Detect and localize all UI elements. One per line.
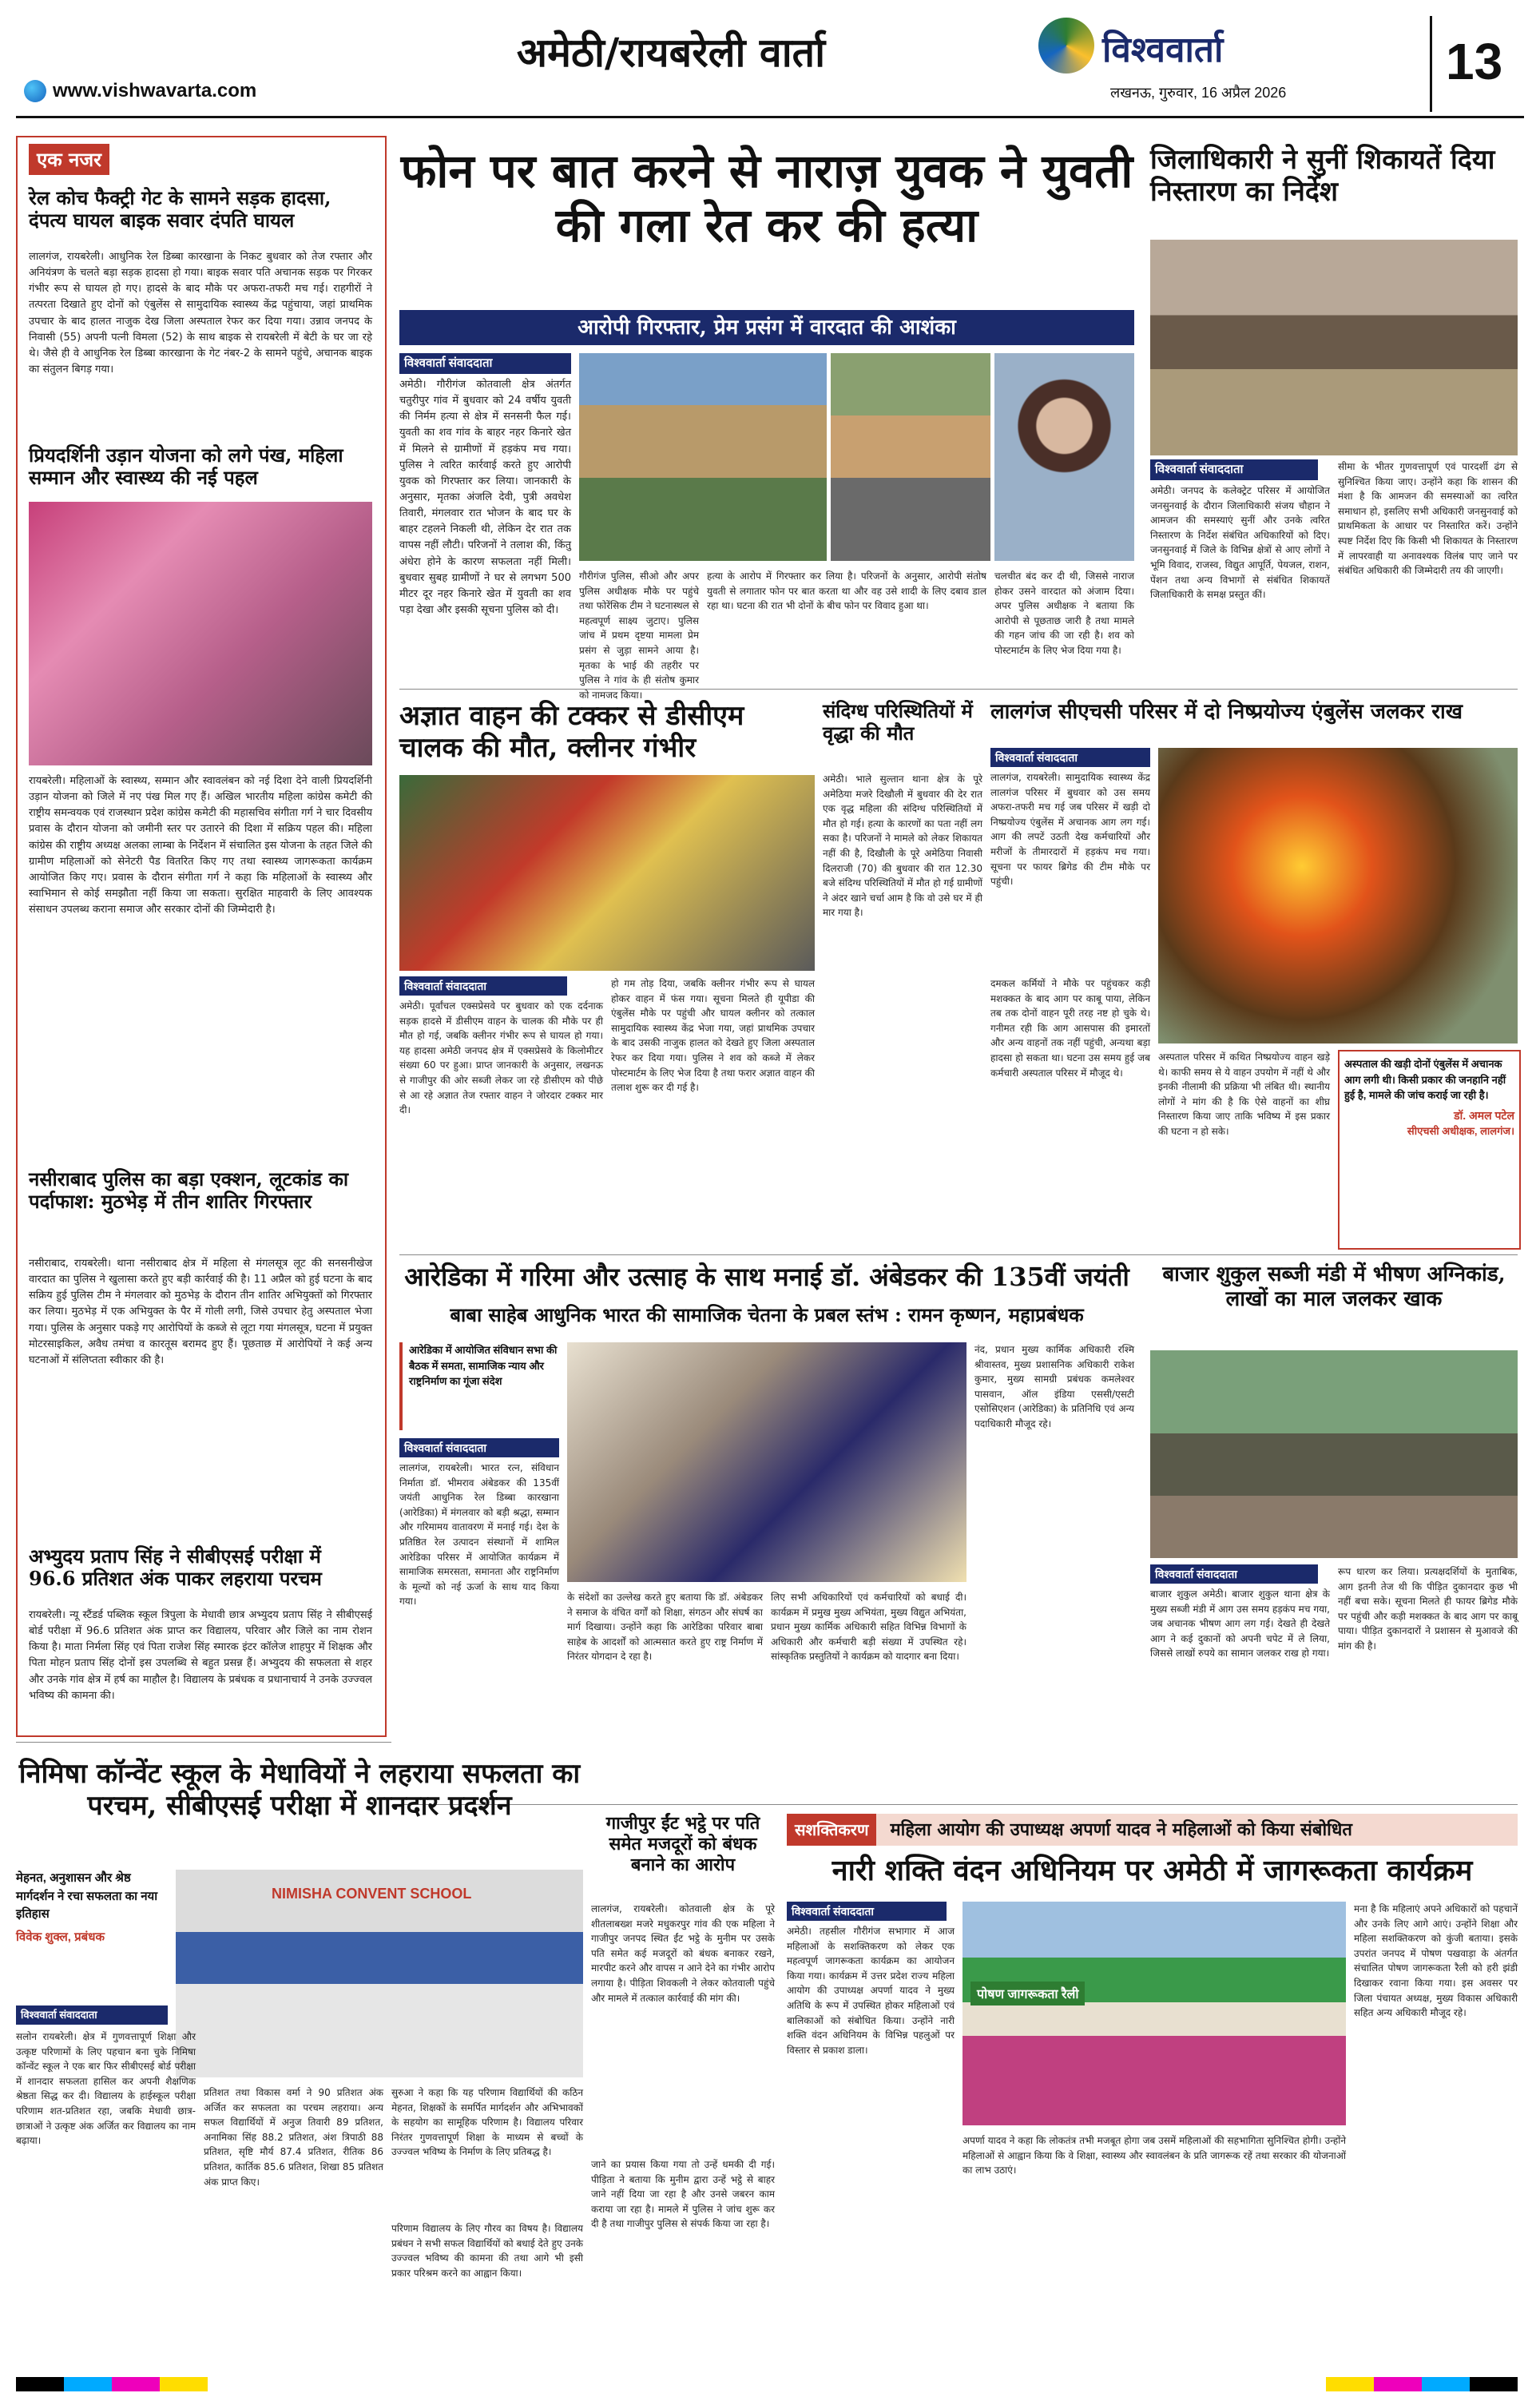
brick-col2: जाने का प्रयास किया गया तो उन्हें धमकी दी गई। पीड़िता ने बताया कि मुनीम द्वारा उन्हें भट्ठे से बाहर जाने नहीं दिया जा रहा है और उनसे जबरन काम कराया जा रहा है। मामले में पुलिस ने जांच शुरू कर दी है तथा गाजीपुर पुलिस से संपर्क किया जा रहा है।	[591, 2159, 775, 2230]
story2-body: रायबरेली। महिलाओं के स्वास्थ्य, सम्मान और स्वावलंबन को नई दिशा देने वाली प्रियदर्शिनी उड़ान योजना को जिले में नए पंख मिल गए हैं। अखिल भारतीय महिला कांग्रेस कमेटी की राष्ट्रीय समन्वयक एवं राजस्थान प्रदेश कांग्रेस कमेटी की महासचिव संगीता गर्ग ने चार दिवसीय प्रवास के दौरान योजना को जमीनी स्तर पर उतारने की दिशा में सक्रिय पहल की। महिला कांग्रेस की राष्ट्रीय अध्यक्ष अलका लाम्बा के निर्देशन में संचालित इस योजना के तहत जिले की ग्रामीण महिलाओं को सेनेटरी पैड वितरित किए गए तथा स्वास्थ्य जागरूकता कार्यक्रम आयोजित किए गए। प्रवास के दौरान संगीता गर्ग ने कहा कि महिलाओं के स्वास्थ्य और स्वाभिमान से कोई समझौता नहीं किया जा सकता। सुरक्षित माहवारी के लिए आवश्यक संसाधन उपलब्ध कराना समाज और सरकार दोनों की जिम्मेदारी है।	[29, 775, 372, 916]
nimisha-photo	[176, 1870, 583, 2077]
nari-col1: अमेठी। तहसील गौरीगंज सभागार में आज महिलाओं के सशक्तिकरण को लेकर एक महत्वपूर्ण जागरूकता कार्यक्रम का आयोजन किया गया। कार्यक्रम में उत्तर प्रदेश राज्य महिला आयोग की उपाध्यक्ष अपर्णा यादव ने मुख्य अतिथि के रूप में उपस्थित होकर महिलाओं एवं बालिकाओं को संबोधित किया। उन्होंने नारी शक्ति वंदन अधिनियम के विभिन्न पहलुओं पर विस्तार से प्रकाश डाला।	[787, 1926, 955, 2056]
dm-col2: सीमा के भीतर गुणवत्तापूर्ण एवं पारदर्शी ढंग से सुनिश्चित किया जाए। उन्होंने कहा कि शासन की मंशा है कि आमजन की समस्याओं का त्वरित समाधान हो, इसलिए सभी अधिकारी जनसुनवाई को प्राथमिकता के आधार पर निस्तारित करें। उन्होंने स्पष्ट निर्देश दिए कि किसी भी शिकायत के निस्तारण में लापरवाही या अनावश्यक विलंब पाए जाने पर संबंधित अधिकारी की जिम्मेदारी तय की जाएगी।	[1338, 461, 1518, 577]
nimisha-quote-box	[16, 1870, 168, 1998]
brick-col1: लालगंज, रायबरेली। कोतवाली क्षेत्र के पूरे शीतलाबख्श मजरे मधुकरपुर गांव की एक महिला ने गाजीपुर जनपद स्थित ईंट भट्ठे के मुनीम पर उसके पति समेत कई मजदूरों को बंधक बनाकर रखने, मारपीट करने और वापस न आने देने का गंभीर आरोप लगाया है। पीड़िता शिवकली ने लेकर कोतवाली पहुंचे और मामले में तत्काल कार्रवाई की मांग की।	[591, 1903, 775, 2004]
ambedkar-byline-bar	[399, 1438, 559, 1457]
nari-byline-bar	[787, 1902, 947, 1921]
story4-headline: अभ्युदय प्रताप सिंह ने सीबीएसई परीक्षा में 96.6 प्रतिशत अंक पाकर लहराया परचम	[29, 1544, 322, 1591]
ambedkar-byline: विश्ववार्ता संवाददाता	[404, 1441, 487, 1454]
ambulance-quote-box	[1338, 1050, 1521, 1250]
brand-logo-icon	[1038, 18, 1094, 74]
dm-photo	[1150, 240, 1518, 455]
ambedkar-col1: लालगंज, रायबरेली। भारत रत्न, संविधान निर्माता डॉ. भीमराव अंबेडकर की 135वीं जयंती आधुनिक रेल डिब्बा कारखाना (आरेडिका) में मंगलवार को बड़ी श्रद्धा, सम्मान और गरिमामय वातावरण में मनाई गई। देश के प्रतिष्ठित रेल उत्पादन संस्थानों में शामिल आरेडिका परिसर में आयोजित कार्यक्रम में सामाजिक समरसता, समानता और राष्ट्रनिर्माण के मूल्यों को नई ऊर्जा के साथ याद किया गया।	[399, 1462, 559, 1608]
story3-headline: नसीराबाद पुलिस का बड़ा एक्शन, लूटकांड का पर्दाफाश: मुठभेड़ में तीन शातिर गिरफ्तार	[29, 1167, 349, 1214]
ambulance-quote: अस्पताल की खड़ी दोनों एंबुलेंस में अचानक आग लगी थी। किसी प्रकार की जनहानि नहीं हुई है, मामले की जांच कराई जा रही है।	[1344, 1058, 1506, 1101]
brick-headline: गाजीपुर ईंट भट्ठे पर पति समेत मजदूरों को बंधक बनाने का आरोप	[605, 1813, 760, 1875]
ambedkar-headline: आरेडिका में गरिमा और उत्साह के साथ मनाई डॉ. अंबेडकर की 135वीं जयंती	[404, 1262, 1129, 1292]
story2-headline: प्रियदर्शिनी उड़ान योजना को लगे पंख, महिला सम्मान और स्वास्थ्य की नई पहल	[29, 443, 343, 490]
market-col1: बाजार शुकुल अमेठी। बाजार शुकुल थाना क्षेत्र के मुख्य सब्जी मंडी में आग उस समय हड़कंप मच गया, जब अचानक भीषण आग लग गई। देखते ही देखते आग ने कई दुकानों को अपनी चपेट में ले लिया, जिससे लाखों रुपये का सामान जलकर राख हो गया।	[1150, 1588, 1330, 1660]
nimisha-byline-bar	[16, 2005, 168, 2025]
market-fire-photo	[1150, 1350, 1518, 1558]
ambedkar-col3: लिए सभी अधिकारियों एवं कर्मचारियों को बधाई दी। कार्यक्रम में प्रमुख मुख्य अभियंता, मुख्य विद्युत अभियंता, प्रधान मुख्य कार्मिक अधिकारी सहित विभिन्न विभागों के अधिकारी और कर्मचारी बड़ी संख्या में उपस्थित रहे। सांस्कृतिक प्रस्तुतियों ने कार्यक्रम को यादगार बना दिया।	[771, 1592, 966, 1663]
dm-byline: विश्ववार्ता संवाददाता	[1155, 463, 1244, 476]
lead-col2: गौरीगंज पुलिस, सीओ और अपर पुलिस अधीक्षक मौके पर पहुंचे तथा फोरेंसिक टीम ने घटनास्थल से महत्वपूर्ण साक्ष्य जुटाए। पुलिस जांच में प्रथम दृष्टया मामला प्रेम प्रसंग से जुड़ा सामने आया है। मृतका के भाई की तहरीर पर पुलिस ने गांव के ही संतोष कुमार को नामजद किया।	[579, 570, 699, 701]
lead-col3: हत्या के आरोप में गिरफ्तार कर लिया है। परिजनों के अनुसार, आरोपी संतोष युवती से लगातार फोन पर बात करता था और वह उसे शादी के लिए दबाव डाल रहा था। घटना की रात भी दोनों के बीच फोन पर विवाद हुआ था।	[707, 570, 986, 612]
ambedkar-sidebar-note	[399, 1342, 562, 1430]
elderly-headline: संदिग्ध परिस्थितियों में वृद्धा की मौत	[823, 699, 973, 745]
ambulance-col1: लालगंज, रायबरेली। सामुदायिक स्वास्थ्य केंद्र लालगंज परिसर में बुधवार को उस समय अफरा-तफरी मच गई जब परिसर में खड़ी दो निष्प्रयोज्य एंबुलेंस में अचानक आग लग गई। आग की लपटें उठती देख कर्मचारियों और मरीजों के तीमारदारों में हड़कंप मच गया। सूचना पर फायर ब्रिगेड की टीम मौके पर पहुंची।	[990, 772, 1150, 888]
dcm-byline: विश्ववार्ता संवाददाता	[404, 980, 487, 992]
header-rule	[16, 116, 1524, 118]
section-divider-2	[399, 1254, 1518, 1255]
market-byline-bar	[1150, 1564, 1318, 1584]
ek-nazar-tag: एक नजर	[29, 144, 109, 175]
lead-village-photo	[831, 353, 990, 561]
elderly-col2: दमकल कर्मियों ने मौके पर पहुंचकर कड़ी मशक्कत के बाद आग पर काबू पाया, लेकिन तब तक दोनों वाहन पूरी तरह नष्ट हो चुके थे। गनीमत रही कि आग आसपास की इमारतों और अन्य वाहनों तक नहीं पहुंची, अन्यथा बड़ा हादसा हो सकता था। घटना उस समय हुई जब कर्मचारी अस्पताल परिसर में मौजूद थे।	[990, 978, 1150, 1079]
lead-police-photo	[579, 353, 827, 561]
dcm-photo	[399, 775, 815, 971]
nimisha-school-banner: NIMISHA CONVENT SCHOOL	[272, 1886, 472, 1902]
dcm-col2: हो गम तोड़ दिया, जबकि क्लीनर गंभीर रूप से घायल होकर वाहन में फंस गया। सूचना मिलते ही यूपीडा की एंबुलेंस मौके पर पहुंची और घायल क्लीनर को तत्काल सामुदायिक स्वास्थ्य केंद्र भेजा गया, जहां प्राथमिक उपचार के बाद उसकी नाजुक हालत को देखते हुए जिला अस्पताल रेफर कर दिया गया। पुलिस ने शव को कब्जे में लेकर पोस्टमार्टम के लिए भेज दिया है तथा फरार अज्ञात वाहन की तलाश शुरू कर दी गई है।	[611, 978, 815, 1094]
lead-col1: अमेठी। गौरीगंज कोतवाली क्षेत्र अंतर्गत चतुरीपुर गांव में बुधवार को 24 वर्षीय युवती की निर्मम हत्या से क्षेत्र में सनसनी फैल गई। युवती का शव गांव के बाहर नहर किनारे खेत में मिलने से ग्रामीणों में हड़कंप मच गया। पुलिस ने त्वरित कार्रवाई करते हुए आरोपी युवक को गिरफ्तार कर लिया। जानकारी के अनुसार, मृतका अंजलि देवी, पुत्री अवधेश तिवारी, मंगलवार रात भोजन के बाद घर के बाहर टहलने निकली थी, लेकिन देर रात तक वापस नहीं लौटी। परिजनों ने तलाश की, किंतु अंधेरा होने के कारण सफलता नहीं मिली। बुधवार सुबह ग्रामीणों ने घर से लगभग 500 मीटर दूर नहर किनारे खेत में युवती का शव पड़ा देखा और इसकी सूचना पुलिस को दी।	[399, 379, 571, 616]
story1-body: लालगंज, रायबरेली। आधुनिक रेल डिब्बा कारखाना के निकट बुधवार को तेज रफ्तार और अनियंत्रण के चलते बड़ा सड़क हादसा हो गया। बाइक सवार पति अचानक सड़क पर गिरकर गंभीर रूप से घायल हो गए। हादसे के बाद मौके पर अफरा-तफरी मच गई। राहगीरों ने तत्परता दिखाते हुए दोनों को एंबुलेंस से सामुदायिक स्वास्थ्य केंद्र पहुंचाया, जहां प्राथमिक उपचार के बाद हालत नाजुक देख जिला अस्पताल रेफर कर दिया गया। उन्नाव जनपद के निवासी (55) अपनी पत्नी विमला (52) के साथ बाइक से रायबरेली में बेटी के घर जा रहे थे। जैसे ही वे आधुनिक रेल डिब्बा कारखाना के गेट नंबर-2 के सामने पहुंचे, अचानक बाइक का संतुलन बिगड़ गया।	[29, 251, 372, 376]
ambulance-headline: लालगंज सीएचसी परिसर में दो निष्प्रयोज्य एंबुलेंस जलकर राख	[990, 700, 1463, 724]
nari-col3: मना है कि महिलाएं अपने अधिकारों को पहचानें और उनके लिए आगे आएं। उन्होंने शिक्षा और महिला सशक्तिकरण को कुंजी बताया। इसके उपरांत जनपद में पोषण पखवाड़ा के अंतर्गत संचालित पोषण जागरूकता रैली को हरी झंडी दिखाकर रवाना किया गया। इस अवसर पर जिला पंचायत अध्यक्ष, मुख्य विकास अधिकारी सहित अन्य अधिकारी मौजूद रहे।	[1354, 1903, 1518, 2019]
ambulance-fire-photo	[1158, 748, 1518, 1043]
ambedkar-col2: के संदेशों का उल्लेख करते हुए बताया कि डॉ. अंबेडकर ने समाज के वंचित वर्गों को शिक्षा, संगठन और संघर्ष का मार्ग दिखाया। उन्होंने कहा कि आरेडिका परिवार बाबा साहेब के आदर्शों को आत्मसात करते हुए राष्ट्र निर्माण में निरंतर योगदान दे रहा है।	[567, 1592, 763, 1663]
globe-icon	[24, 80, 46, 102]
lead-headline: फोन पर बात करने से नाराज़ युवक ने युवती की गला रेत कर की हत्या	[400, 144, 1133, 253]
page-divider	[1430, 16, 1432, 112]
nari-kicker-bar	[787, 1814, 1518, 1846]
dm-col1: अमेठी। जनपद के कलेक्ट्रेट परिसर में आयोजित जनसुनवाई के दौरान जिलाधिकारी संजय चौहान ने आमजन की समस्याएं सुनीं और उनके त्वरित निस्तारण के निर्देश संबंधित अधिकारियों को दिए। जनसुनवाई में जिले के विभिन्न क्षेत्रों से आए लोगों ने भूमि विवाद, राजस्व, विद्युत आपूर्ति, पेयजल, राशन, पेंशन तथा अन्य विभागों से संबंधित शिकायतें जिलाधिकारी के समक्ष प्रस्तुत कीं।	[1150, 485, 1330, 601]
market-col2: रूप धारण कर लिया। प्रत्यक्षदर्शियों के मुताबिक, आग इतनी तेज थी कि पीड़ित दुकानदार कुछ भी नहीं बचा सके। सूचना मिलते ही फायर ब्रिगेड मौके पर पहुंची और कड़ी मशक्कत के बाद आग पर काबू पाया। पीड़ित दुकानदारों ने प्रशासन से मुआवजे की मांग की है।	[1338, 1566, 1518, 1652]
ambedkar-subheadline: बाबा साहेब आधुनिक भारत की सामाजिक चेतना के प्रबल स्तंभ : रामन कृष्णन, महाप्रबंधक	[450, 1303, 1084, 1326]
lead-byline: विश्ववार्ता संवाददाता	[404, 356, 493, 370]
nimisha-quote-by: विवेक शुक्ल, प्रबंधक	[16, 1930, 105, 1944]
ambulance-byline: विश्ववार्ता संवाददाता	[995, 751, 1078, 764]
story4-body: रायबरेली। न्यू स्टैंडर्ड पब्लिक स्कूल त्रिपुला के मेधावी छात्र अभ्युदय प्रताप सिंह ने सीबीएसई बोर्ड परीक्षा में 96.6 प्रतिशत अंक प्राप्त कर विद्यालय, परिवार और जिले का नाम रोशन किया है। माता निर्मला सिंह एवं पिता राजेश सिंह स्मारक इंटर कॉलेज शाहपुर में शिक्षक और पिता मोहन प्रताप सिंह दोनों इस उपलब्धि से बहुत प्रसन्न हैं। अभ्युदय की सफलता से शहर और उनके गांव क्षेत्र में हर्ष का माहौल है। विद्यालय के प्रबंधक व प्रधानाचार्य ने उनके उज्ज्वल भविष्य की कामना की।	[29, 1609, 372, 1702]
ambulance-byline-bar	[990, 748, 1150, 767]
dcm-byline-bar	[399, 976, 567, 996]
nimisha-quote: मेहनत, अनुशासन और श्रेष्ठ मार्गदर्शन ने रचा सफलता का नया इतिहास	[16, 1871, 158, 1921]
ambulance-quote-by: डॉ. अमल पटेल	[1454, 1108, 1514, 1122]
nari-col2: अपर्णा यादव ने कहा कि लोकतंत्र तभी मजबूत होगा जब उसमें महिलाओं की सहभागिता सुनिश्चित होगी। उन्होंने महिलाओं से आह्वान किया कि वे शिक्षा, स्वास्थ्य और स्वावलंबन के प्रति जागरूक रहें तथा सरकार की योजनाओं का लाभ उठाएं।	[963, 2135, 1346, 2176]
market-fire-headline: बाजार शुकुल सब्जी मंडी में भीषण अग्निकांड, लाखों का माल जलकर खाक	[1162, 1262, 1506, 1311]
ambulance-col2: अस्पताल परिसर में कथित निष्प्रयोज्य वाहन खड़े थे। काफी समय से ये वाहन उपयोग में नहीं थे और इनकी नीलामी की प्रक्रिया भी लंबित थी। स्थानीय लोगों ने मांग की है कि ऐसे वाहनों का शीघ्र निस्तारण किया जाए ताकि भविष्य में इस प्रकार की घटना न हो सके।	[1158, 1051, 1330, 1137]
section-divider	[399, 689, 1518, 690]
brand-name: विश्ववार्ता	[1102, 30, 1224, 70]
ambedkar-photo	[567, 1342, 966, 1582]
nari-byline: विश्ववार्ता संवाददाता	[792, 1905, 875, 1918]
dm-headline: जिलाधिकारी ने सुनीं शिकायतें दिया निस्तारण का निर्देश	[1150, 144, 1495, 209]
dm-byline-bar	[1150, 459, 1318, 480]
market-byline: विश्ववार्ता संवाददाता	[1155, 1568, 1238, 1580]
lead-subheadline: आरोपी गिरफ्तार, प्रेम प्रसंग में वारदात की आशंका	[578, 316, 956, 340]
section-divider-3	[16, 1742, 391, 1743]
ek-nazar-box	[16, 136, 387, 1737]
ambedkar-note-text: आरेडिका में आयोजित संविधान सभा की बैठक में समता, सामाजिक न्याय और राष्ट्रनिर्माण का गूंजा संदेश	[409, 1344, 558, 1387]
nari-headline: नारी शक्ति वंदन अधिनियम पर अमेठी में जागरूकता कार्यक्रम	[832, 1854, 1473, 1887]
nari-rally-photo	[963, 1902, 1346, 2125]
nari-tag: सशक्तिकरण	[787, 1814, 876, 1846]
dateline: लखनऊ, गुरुवार, 16 अप्रैल 2026	[1110, 85, 1287, 101]
registration-marks	[0, 2377, 1540, 2396]
ambedkar-col4: नंद, प्रधान मुख्य कार्मिक अधिकारी रश्मि श्रीवास्तव, मुख्य प्रशासनिक अधिकारी राकेश कुमार, मुख्य सामग्री प्रबंधक कमलेश्वर पासवान, ऑल इंडिया एससी/एसटी एसोसिएशन (आरेडिका) के प्रतिनिधि एवं अन्य पदाधिकारी मौजूद रहे।	[974, 1344, 1134, 1429]
nimisha-byline: विश्ववार्ता संवाददाता	[21, 2009, 97, 2021]
udaan-photo	[29, 502, 372, 765]
website-url[interactable]: www.vishwavarta.com	[53, 80, 257, 101]
dcm-col1: अमेठी। पूर्वांचल एक्सप्रेसवे पर बुधवार को एक दर्दनाक सड़क हादसे में डीसीएम वाहन के चालक की मौके पर ही मौत हो गई, जबकि क्लीनर गंभीर रूप से घायल हो गया। यह हादसा अमेठी जनपद क्षेत्र में एक्सप्रेसवे के किलोमीटर संख्या 60 पर हुआ। प्राप्त जानकारी के अनुसार, लखनऊ से गाजीपुर की ओर सब्जी लेकर जा रहे डीसीएम को पीछे से आ रहे अज्ञात तेज रफ्तार वाहन ने जोरदार टक्कर मार दी।	[399, 1000, 603, 1116]
nimisha-col3: सुरुआ ने कहा कि यह परिणाम विद्यार्थियों की कठिन मेहनत, शिक्षकों के समर्पित मार्गदर्शन और अभिभावकों के सहयोग का सामूहिक परिणाम है। विद्यालय परिवार निरंतर गुणवत्तापूर्ण शिक्षा के माध्यम से बच्चों के उज्ज्वल भविष्य के निर्माण के लिए प्रतिबद्ध है।	[391, 2087, 583, 2158]
section-title: अमेठी/रायबरेली वार्ता	[516, 29, 826, 76]
nari-kicker: महिला आयोग की उपाध्यक्ष अपर्णा यादव ने महिलाओं को किया संबोधित	[890, 1819, 1352, 1840]
page-number: 13	[1446, 33, 1503, 90]
story3-body: नसीराबाद, रायबरेली। थाना नसीराबाद क्षेत्र में महिला से मंगलसूत्र लूट की सनसनीखेज वारदात का पुलिस ने खुलासा करते हुए बड़ी कार्रवाई की है। 11 अप्रैल को हुई घटना के बाद सक्रिय हुई पुलिस टीम ने मंगलवार को मुठभेड़ के दौरान तीन शातिर अभियुक्तों को गिरफ्तार कर लिया। मुठभेड़ में एक अभियुक्त के पैर में गोली लगी, जिसे उपचार हेतु अस्पताल भेजा गया। पुलिस के अनुसार पकड़े गए आरोपियों के कब्जे से लूटा गया मंगलसूत्र, घटना में प्रयुक्त मोटरसाइकिल, अवैध तमंचा व कारतूस बरामद हुए हैं। पूछताछ में आरोपियों ने कई अन्य घटनाओं में संलिप्तता स्वीकार की है।	[29, 1258, 372, 1366]
nimisha-headline: निमिषा कॉन्वेंट स्कूल के मेधावियों ने लहराया सफलता का परचम, सीबीएसई परीक्षा में शानदार प्रदर्शन	[18, 1758, 581, 1823]
nimisha-col4: परिणाम विद्यालय के लिए गौरव का विषय है। विद्यालय प्रबंधन ने सभी सफल विद्यार्थियों को बधाई देते हुए उनके उज्ज्वल भविष्य की कामना की तथा आगे भी इसी प्रकार परिश्रम करने का आह्वान किया।	[391, 2223, 583, 2279]
ambulance-quote-role: सीएचसी अधीक्षक, लालगंज।	[1407, 1124, 1514, 1137]
lead-victim-photo	[994, 353, 1134, 561]
masthead	[0, 0, 1540, 120]
elderly-col1: अमेठी। भाले सुल्तान थाना क्षेत्र के पूरे अमेठिया मजरे दिखौली में बुधवार की देर रात एक वृद्ध महिला की संदिग्ध परिस्थितियों में मौत हो गई। हत्या के कारणों का पता नहीं लग सका है। परिजनों ने मामले को लेकर शिकायत नहीं की है, दिखौली के पूरे अमेठिया निवासी दिलराजी (70) की बुधवार की रात 12.30 बजे संदिग्ध परिस्थितियों में मौत हो गई ग्रामीणों ने अंदर खाने चर्चा आम है कि वो उसे घर में ही मार गया है।	[823, 773, 982, 919]
lead-byline-bar	[399, 353, 571, 374]
nimisha-col1: सलोन रायबरेली। क्षेत्र में गुणवत्तापूर्ण शिक्षा और उत्कृष्ट परिणामों के लिए पहचान बना चुके निमिषा कॉन्वेंट स्कूल ने एक बार फिर सीबीएसई बोर्ड परीक्षा में शानदार सफलता हासिल कर अपनी शैक्षणिक श्रेष्ठता सिद्ध कर दी। विद्यालय के हाईस्कूल परीक्षा परिणाम शत-प्रतिशत रहा, जबकि मेधावी छात्र-छात्राओं ने उत्कृष्ट अंक अर्जित कर विद्यालय का नाम बढ़ाया।	[16, 2031, 196, 2147]
lead-subheadline-bar	[399, 310, 1134, 345]
story1-headline: रेल कोच फैक्ट्री गेट के सामने सड़क हादसा, दंपत्य घायल बाइक सवार दंपति घायल	[29, 186, 331, 233]
lead-col4: चलचीत बंद कर दी थी, जिससे नाराज होकर उसने वारदात को अंजाम दिया। अपर पुलिस अधीक्षक ने बताया कि आरोपी से पूछताछ जारी है तथा मामले की गहन जांच की जा रही है। शव को पोस्टमार्टम के लिए भेज दिया गया है।	[994, 570, 1134, 656]
dcm-headline: अज्ञात वाहन की टक्कर से डीसीएम चालक की मौत, क्लीनर गंभीर	[399, 700, 744, 765]
nimisha-col2: प्रतिशत तथा विकास वर्मा ने 90 प्रतिशत अंक अर्जित कर सफलता का परचम लहराया। अन्य सफल विद्यार्थियों में अनुज तिवारी 89 प्रतिशत, अनामिका सिंह 88.2 प्रतिशत, अंश त्रिपाठी 88 प्रतिशत, सृष्टि मौर्य 87.4 प्रतिशत, रीतिक 86 प्रतिशत, कार्तिक 85.6 प्रतिशत, शिखा 85 प्रतिशत अंक प्राप्त किए।	[204, 2087, 383, 2188]
nari-rally-banner: पोषण जागरूकता रैली	[970, 1982, 1085, 2005]
